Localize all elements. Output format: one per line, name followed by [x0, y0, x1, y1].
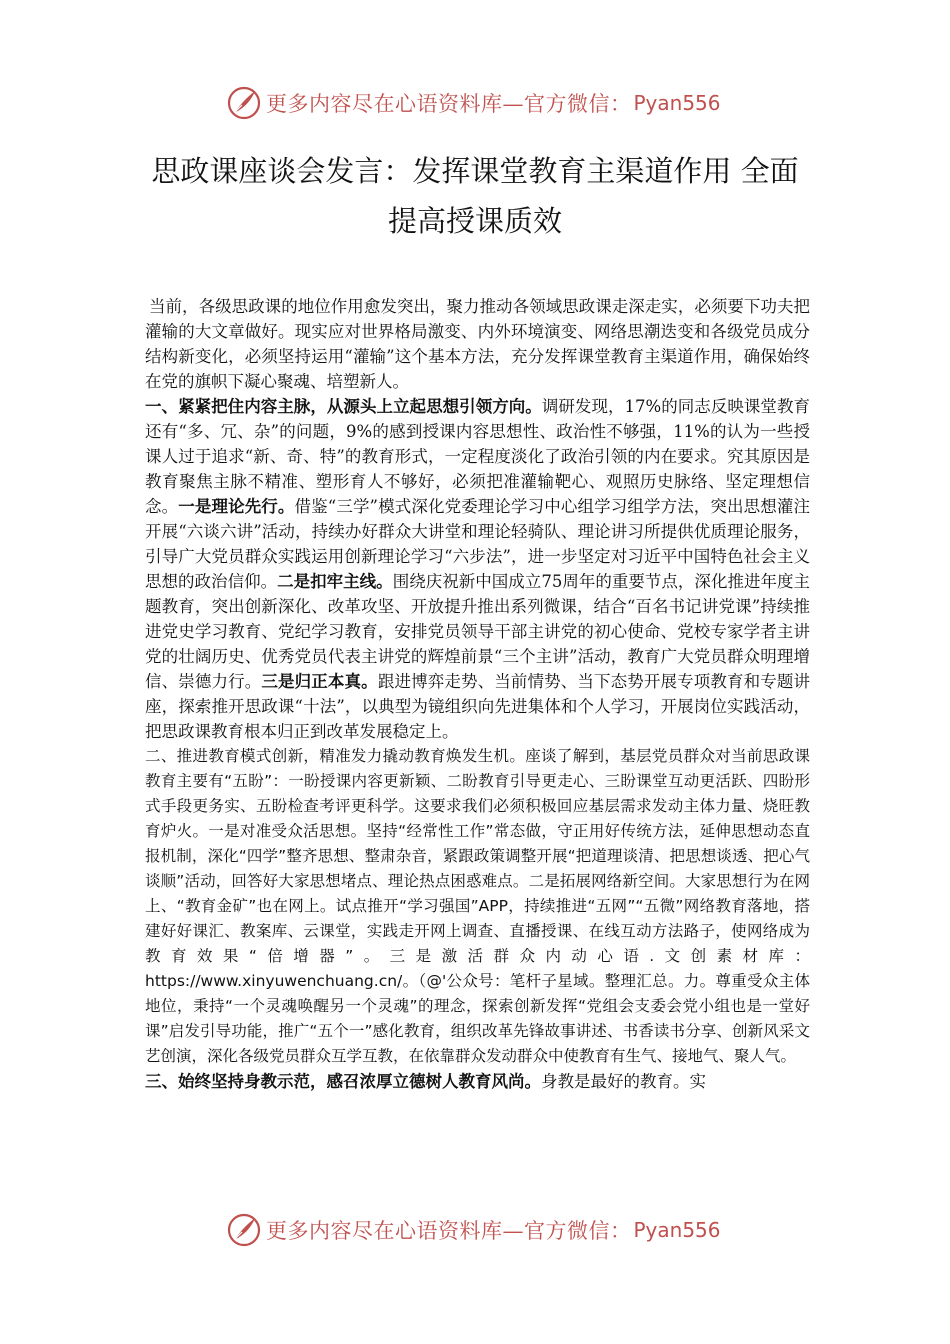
title-line-2: 提高授课质效 [387, 204, 562, 238]
point-1-title: 一是理论先行。 [178, 497, 295, 516]
banner-wechat-id: Pyan556 [633, 1218, 721, 1242]
section-3-paragraph [145, 1069, 810, 1094]
point-3-title: 三是归正本真。 [261, 672, 378, 691]
point-3-text: 跟进博弈走势、当前情势、当下态势开展专项教育和专题讲座，探索推开思政课“十法”，以典型为镜组织向先进集体和个人学习，开展岗位实践活动，把思政课教育根本归正到改革发展稳定上。 [145, 672, 811, 741]
section-3-text: 身教是最好的教育。实 [541, 1072, 706, 1091]
banner-wechat-id: Pyan556 [633, 91, 721, 115]
section-1-paragraph [145, 394, 810, 744]
quill-pen-logo-icon [226, 1212, 262, 1248]
intro-paragraph: 当前，各级思政课的地位作用愈发突出，聚力推动各领域思政课走深走实，必须要下功夫把灌输的大文章做好。现实应对世界格局激变、内外环境演变、网络思潮迭变和各级党员成分结构新变化，必须坚持运用“灌输”这个基本方法，充分发挥课堂教育主渠道作用，确保始终在党的旗帜下凝心聚魂、培塑新人。 [145, 297, 810, 391]
document-title [120, 146, 830, 246]
section-3-heading: 三、始终坚持身教示范，感召浓厚立德树人教育风尚。 [145, 1072, 541, 1091]
point-2-title: 二是扣牢主线。 [277, 572, 393, 591]
quill-pen-logo-icon [226, 85, 262, 121]
header-banner [226, 83, 726, 123]
point-2-text: 围绕庆祝新中国成立75周年的重要节点，深化推进年度主题教育，突出创新深化、改革攻坚、开放提升推出系列微课，结合“百名书记讲党课”持续推进党史学习教育、党纪学习教育，安排党员领导干部主讲党的初心使命、党校专家学者主讲党的壮阔历史、优秀党员代表主讲党的辉煌前景“三个主讲”活动，教育广大党员群众明理增信、崇德力行。 [145, 572, 811, 691]
banner-text: 更多内容尽在心语资料库—官方微信： [266, 92, 632, 116]
section-2-paragraph: 二、推进教育模式创新，精准发力撬动教育焕发生机。座谈了解到，基层党员群众对当前思政课教育主要有“五盼”：一盼授课内容更新颖、二盼教育引导更走心、三盼课堂互动更活跃、四盼形式手段更务实、五盼检查考评更科学。这要求我们必须积极回应基层需求发动主体力量、烧旺教育炉火。一是对准受众活思想。坚持“经常性工作”常态做，守正用好传统方法，延伸思想动态直报机制，深化“四学”整齐思想、整肃杂音，紧跟政策调整开展“把道理谈清、把思想谈透、把心气谈顺”活动，回答好大家思想堵点、理论热点困惑难点。二是拓展网络新空间。大家思想行为在网上、“教育金矿”也在网上。试点推开“学习强国”APP，持续推进“五网”“五微”网络教育落地，搭建好好课汇、教案库、云课堂，实践走开网上调查、直播授课、在线互动方法路子，使网络成为教育效果“倍增器”。三是激活群众内动心语.文创素材库：https://www.xinyuwenchuang.cn/。（@'公众号：笔杆子星域。整理汇总。力。尊重受众主体地位，秉持“一个灵魂唤醒另一个灵魂”的理念，探索创新发挥“党组会支委会党小组也是一堂好课”启发引导功能，推广“五个一”感化教育，组织改革先锋故事讲述、书香读书分享、创新风采文艺创演，深化各级党员群众互学互教，在依靠群众发动群众中使教育有生气、接地气、聚人气。 [145, 747, 810, 1065]
title-line-1: 思政课座谈会发言：发挥课堂教育主渠道作用 全面 [151, 154, 799, 188]
section-1-text: 调研发现，17%的同志反映课堂教育还有“多、冗、杂”的问题，9%的感到授课内容思想性、政治性不够强，11%的认为一些授课人过于追求“新、奇、特”的教育形式，一定程度淡化了政治引领的内在要求。究其原因是教育聚焦主脉不精准、塑形育人不够好，必须把准灌输靶心、观照历史脉络、坚定理想信念。 [145, 397, 811, 516]
point-1-text: 借鉴“三学”模式深化党委理论学习中心组学习组学方法，突出思想灌注开展“六谈六讲”活动，持续办好群众大讲堂和理论轻骑队、理论讲习所提供优质理论服务，引导广大党员群众实践运用创新理论学习“六步法”，进一步坚定对习近平中国特色社会主义思想的政治信仰。 [145, 497, 811, 591]
footer-banner [226, 1210, 726, 1250]
banner-text: 更多内容尽在心语资料库—官方微信： [266, 1219, 632, 1243]
document-body [145, 294, 810, 1094]
section-1-heading: 一、紧紧把住内容主脉，从源头上立起思想引领方向。 [145, 397, 542, 416]
